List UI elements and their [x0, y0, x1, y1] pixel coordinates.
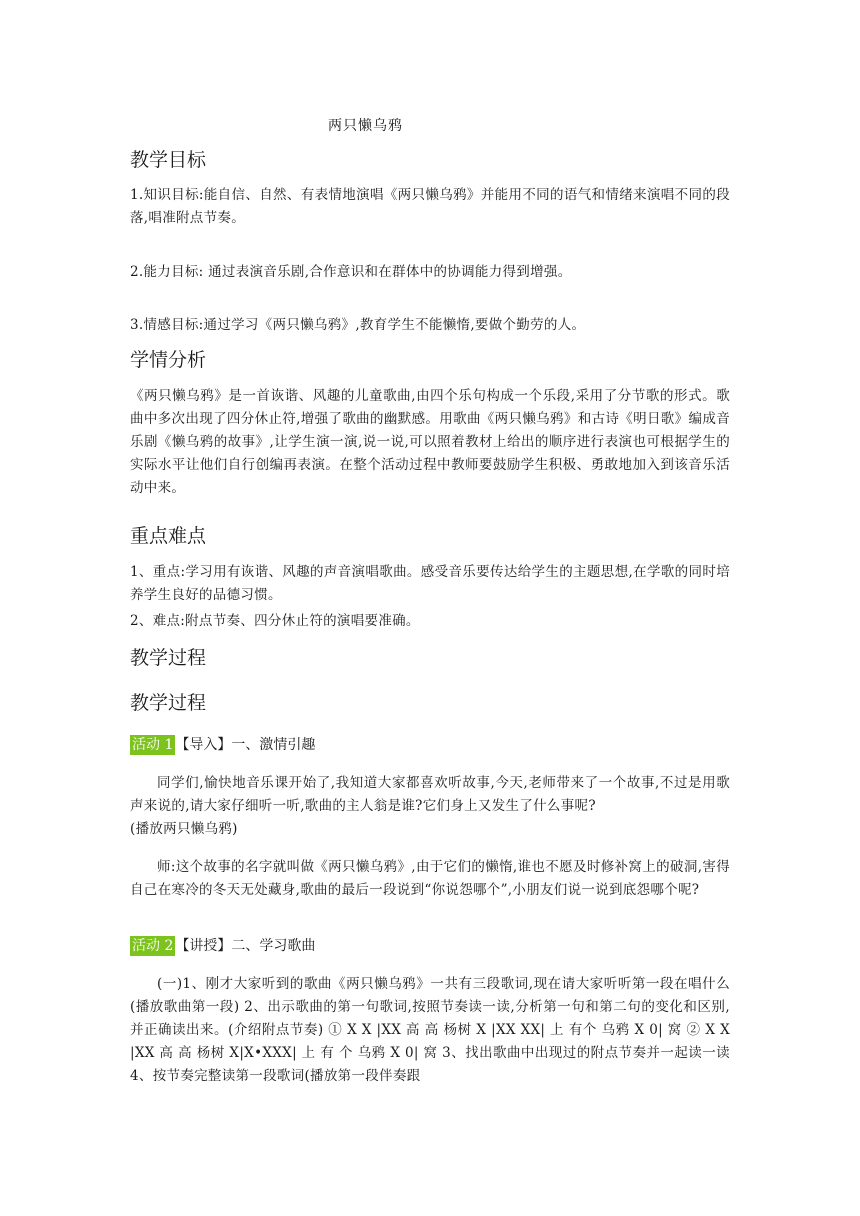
- objective-item-3: 3.情感目标:通过学习《两只懒乌鸦》,教育学生不能懒惰,要做个勤劳的人。: [130, 317, 586, 333]
- activity-1-title: 【导入】一、激情引趣: [175, 737, 316, 753]
- activity-1-badge: 活动 1: [132, 737, 174, 753]
- key-points-heading: 重点难点: [130, 525, 207, 547]
- objective-item-1: 1.知识目标:能自信、自然、有表情地演唱《两只懒乌鸦》并能用不同的语气和情绪来演唱不同的段落,唱准附点节奏。: [130, 187, 730, 226]
- activity-1-header: [130, 735, 315, 755]
- activity-2-title: 【讲授】二、学习歌曲: [175, 938, 316, 954]
- analysis-paragraph: 《两只懒乌鸦》是一首诙谐、风趣的儿童歌曲,由四个乐句构成一个乐段,采用了分节歌的形式。歌曲中多次出现了四分休止符,增强了歌曲的幽默感。用歌曲《两只懒乌鸦》和古诗《明日歌》编成音乐剧《懒乌鸦的故事》,让学生演一演,说一说,可以照着教材上给出的顺序进行表演也可根据学生的实际水平让他们自行创编再表演。在整个活动过程中教师要鼓励学生积极、勇敢地加入到该音乐活动中来。: [130, 388, 730, 496]
- activity-1-paragraph-1: 同学们,愉快地音乐课开始了,我知道大家都喜欢听故事,今天,老师带来了一个故事,不过是用歌声来说的,请大家仔细听一听,歌曲的主人翁是谁?它们身上又发生了什么事呢?: [130, 775, 730, 814]
- process-heading-repeat: 教学过程: [130, 692, 207, 714]
- key-point-item-1: 1、重点:学习用有诙谐、风趣的声音演唱歌曲。感受音乐要传达给学生的主题思想,在学歌的同时培养学生良好的品德习惯。: [130, 564, 730, 603]
- document-title: 两只懒乌鸦: [328, 118, 403, 134]
- analysis-heading: 学情分析: [130, 349, 207, 371]
- activity-2-badge: 活动 2: [132, 938, 174, 954]
- process-heading: 教学过程: [130, 647, 207, 669]
- activity-1-paragraph-3: 师:这个故事的名字就叫做《两只懒乌鸦》,由于它们的懒惰,谁也不愿及时修补窝上的破洞,害得自己在寒冷的冬天无处藏身,歌曲的最后一段说到“你说怨哪个”,小朋友们说一说到底怨哪个呢?: [130, 859, 730, 898]
- objective-item-2: 2.能力目标: 通过表演音乐剧,合作意识和在群体中的协调能力得到增强。: [130, 264, 572, 280]
- key-point-item-2: 2、难点:附点节奏、四分休止符的演唱要准确。: [130, 613, 420, 629]
- activity-1-paragraph-2: (播放两只懒乌鸦): [130, 821, 238, 837]
- activity-2-paragraph-1: (一)1、刚才大家听到的歌曲《两只懒乌鸦》一共有三段歌词,现在请大家听听第一段在唱什么(播放歌曲第一段) 2、出示歌曲的第一句歌词,按照节奏读一读,分析第一句和第二句的变化和区别,并正确读出来。(介绍附点节奏) ① X X |XX 高 高 杨树 X |XX XX| 上 有个 乌鸦 X 0| 窝 ② X X |XX 高 高 杨树 X|X•XXX| 上 有 个 乌鸦 X 0| 窝 3、找出歌曲中出现过的附点节奏并一起读一读 4、按节奏完整读第一段歌词(播放第一段伴奏跟: [130, 976, 730, 1084]
- activity-2-header: [130, 936, 315, 956]
- objectives-heading: 教学目标: [130, 149, 207, 171]
